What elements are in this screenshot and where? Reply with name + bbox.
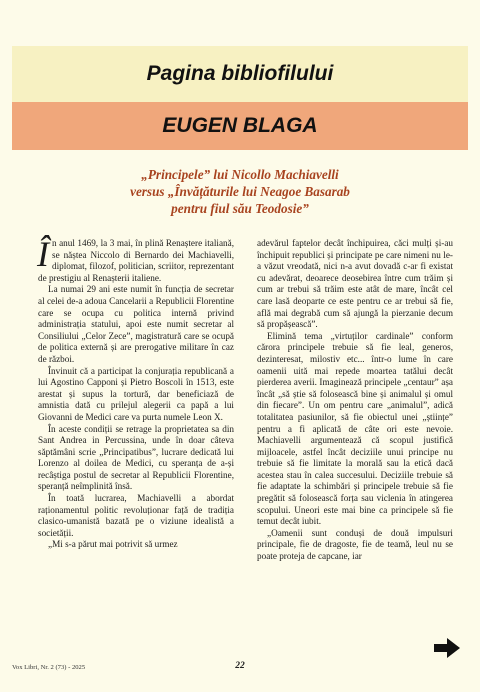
body-paragraph xyxy=(37,234,234,284)
body-paragraph: Elimină tema „virtuților cardinale” conform cărora principele trebuie să fie leal, generos, dezinteresat, milostiv etc... într-o lume în care oamenii uită mai repede moartea tatălui decât pierderea averii. Imaginează principele „centaur” așa încât „să știe să folosească bine și animalul și omul din fiecare”. Un om pentru care „animalul”, adică totalitatea pasiunilor, să fie obiectul unei „științe” pentru a fi aplicată de câte ori este nevoie. Machiavelli argumentează că scopul justifică mijloacele, astfel încât deciziile unui principe nu trebuie să fie limitate la morală sau la etică dacă acestea stau în calea succesului. Deciziile trebuie să fie adaptate la schimbări și principele trebuie să fie pregătit să folosească forța sau viclenia în atingerea scopului. Uneori este mai bine ca principele să fie temut decât iubit. xyxy=(257,330,453,527)
right-column xyxy=(257,238,453,563)
author-banner xyxy=(12,102,468,150)
author-name: EUGEN BLAGA xyxy=(162,114,318,137)
drop-cap: Î xyxy=(37,234,49,274)
body-paragraph: „Oamenii sunt conduși de două impulsuri principale, fie de dragoste, fie de teamă, leul nu se poate proteja de capcane, iar xyxy=(257,527,453,562)
article-title-line: versus „Învățăturile lui Neagoe Basarab xyxy=(130,184,350,199)
paragraph-text: n anul 1469, la 3 mai, în plină Renaștere italiană, se năștea Niccolo di Bernardo dei Machiavelli, diplomat, filozof, politician, scriitor, reprezentant de prestigiu al Renașterii italiene. xyxy=(38,238,234,283)
article-title-line: „Principele” lui Nicollo Machiavelli xyxy=(141,167,339,182)
left-column xyxy=(37,234,234,551)
page-number: 22 xyxy=(235,661,245,671)
body-paragraph: Învinuit că a participat la conjurația republicană a lui Agostino Capponi și Pietro Boscoli în 1513, este arestat și supus la tortură, dar beneficiază de amnistia dată cu prilejul alegerii ca papă a lui Giovanni de Medici care va purta numele Leon X. xyxy=(38,365,234,422)
article-title-line: pentru fiul său Teodosie” xyxy=(171,201,309,216)
body-paragraph: „Mi s-a părut mai potrivit să urmez xyxy=(48,539,178,550)
article-title xyxy=(30,166,450,217)
body-paragraph: În aceste condiții se retrage la proprietatea sa din Sant Andrea in Percussina, unde în doar câteva săptămâni scrie „Principatibus”, lucrare dedicată lui Lorenzo al doilea de Medici, cu speranța de a-și recâștiga postul de secretar al Republicii Florentine, speranță neîmplinită însă. xyxy=(38,423,234,492)
arrow-right-icon[interactable] xyxy=(434,638,460,658)
section-banner xyxy=(12,46,468,102)
body-paragraph: adevărul faptelor decât închipuirea, căci mulți și-au închipuit republici și principate pe care nimeni nu le-a văzut vreodată, nici n-a avut dovadă c-ar fi existat cu adevărat, deoarece deosebirea între cum trăim și cum ar trebui să trăim este atât de mare, încât cel care lasă deoparte ce este pentru ce ar trebui să fie, află mai degrabă cum să ajungă la pierzanie decum să propășească”. xyxy=(257,238,453,330)
journal-footer: Vox Libri, Nr. 2 (73) - 2025 xyxy=(12,664,86,671)
body-paragraph: În toată lucrarea, Machiavelli a abordat raționamentul politic revoluționar față de tradiția clasico-umanistă bazată pe o viziune idealistă a societății. xyxy=(38,493,234,538)
section-title: Pagina bibliofilului xyxy=(146,62,334,85)
body-paragraph: La numai 29 ani este numit în funcția de secretar al celei de-a adoua Cancelarii a Republicii Florentine care se ocupa cu politica internă privind administrația statului, apoi este numit secretar al Consiliului „Celor Zece”, magistratură care se ocupă de politica externă și are prerogative militare în caz de război. xyxy=(38,284,234,364)
